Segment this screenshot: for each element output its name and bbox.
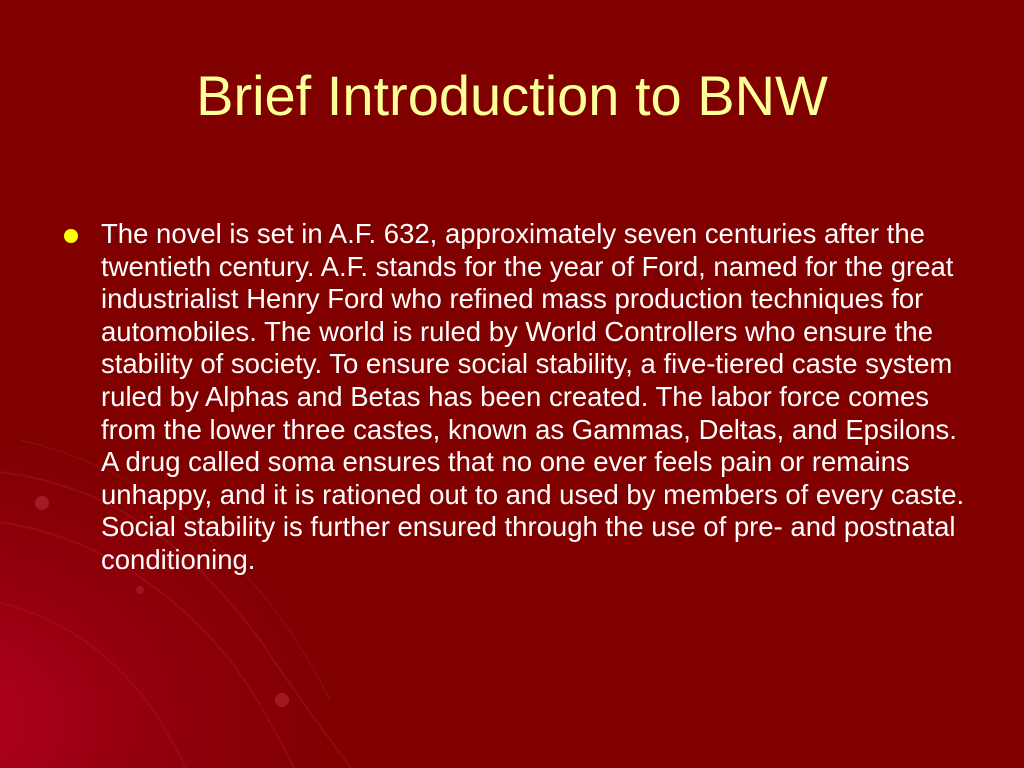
slide-title: Brief Introduction to BNW <box>196 64 828 127</box>
bullet-list <box>62 218 967 577</box>
bullet-dot-icon <box>64 229 78 243</box>
bullet-item <box>62 218 967 577</box>
bullet-text: The novel is set in A.F. 632, approximately seven centuries after the twentieth century. A.F. stands for the year of Ford, named for the great industrialist Henry Ford who refined mass production techniques for automobiles. The world is ruled by World Controllers who ensure the stability of society. To ensure social stability, a five-tiered caste system ruled by Alphas and Betas has been created. The labor force comes from the lower three castes, known as Gammas, Deltas, and Epsilons. A drug called soma ensures that no one ever feels pain or remains unhappy, and it is rationed out to and used by members of every caste. Social stability is further ensured through the use of pre- and postnatal conditioning. <box>101 218 965 575</box>
